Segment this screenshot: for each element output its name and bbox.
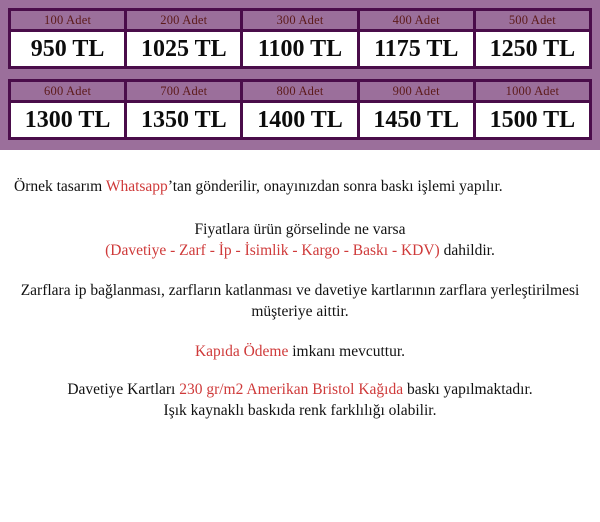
price-cell[interactable]: [11, 11, 127, 66]
included-items-list: (Davetiye - Zarf - İp - İsimlik - Kargo - Baskı - KDV): [105, 242, 440, 259]
quantity-label: 300 Adet: [243, 11, 356, 32]
note-text: baskı yapılmaktadır.: [403, 381, 533, 398]
note-cash-on-delivery: [10, 341, 590, 362]
price-table-row: [8, 8, 592, 69]
price-value: 1300 TL: [11, 103, 124, 137]
price-value: 1500 TL: [476, 103, 589, 137]
price-cell[interactable]: [127, 11, 243, 66]
price-cell[interactable]: [360, 82, 476, 137]
cash-on-delivery-label: Kapıda Ödeme: [194, 343, 289, 360]
quantity-label: 800 Adet: [243, 82, 356, 103]
price-value: 1400 TL: [243, 103, 356, 137]
note-sample-design: [10, 176, 590, 197]
note-text: Işık kaynaklı baskıda renk farklılığı olabilir.: [163, 402, 437, 419]
price-value: 950 TL: [11, 32, 124, 66]
note-text: Davetiye Kartları: [67, 381, 180, 398]
quantity-label: 400 Adet: [360, 11, 473, 32]
quantity-label: 600 Adet: [11, 82, 124, 103]
price-cell[interactable]: [127, 82, 243, 137]
price-cell[interactable]: [243, 82, 359, 137]
quantity-label: 100 Adet: [11, 11, 124, 32]
info-notes: [0, 150, 600, 421]
note-text: dahildir.: [439, 242, 495, 259]
price-value: 1250 TL: [476, 32, 589, 66]
price-cell[interactable]: [243, 11, 359, 66]
paper-spec-label: 230 gr/m2 Amerikan Bristol Kağıda: [179, 381, 404, 398]
quantity-label: 700 Adet: [127, 82, 240, 103]
price-cell[interactable]: [11, 82, 127, 137]
price-value: 1450 TL: [360, 103, 473, 137]
note-text: Fiyatlara ürün görselinde ne varsa: [194, 221, 406, 238]
quantity-label: 1000 Adet: [476, 82, 589, 103]
price-cell[interactable]: [360, 11, 476, 66]
note-text: Örnek tasarım: [14, 178, 106, 195]
note-price-includes: [10, 219, 590, 261]
price-table: [0, 0, 600, 150]
price-value: 1025 TL: [127, 32, 240, 66]
price-cell[interactable]: [476, 11, 589, 66]
note-text: imkanı mevcuttur.: [288, 343, 406, 360]
quantity-label: 200 Adet: [127, 11, 240, 32]
whatsapp-label: Whatsapp: [105, 178, 168, 195]
note-paper-type: [10, 379, 590, 421]
note-text: ’tan gönderilir, onayınızdan sonra baskı işlemi yapılır.: [167, 178, 503, 195]
price-value: 1100 TL: [243, 32, 356, 66]
quantity-label: 500 Adet: [476, 11, 589, 32]
quantity-label: 900 Adet: [360, 82, 473, 103]
price-cell[interactable]: [476, 82, 589, 137]
price-value: 1175 TL: [360, 32, 473, 66]
note-customer-responsibility: Zarflara ip bağlanması, zarfların katlanması ve davetiye kartlarının zarflara yerleştirilmesi müşteriye aittir.: [20, 282, 580, 320]
price-table-row: [8, 79, 592, 140]
price-value: 1350 TL: [127, 103, 240, 137]
